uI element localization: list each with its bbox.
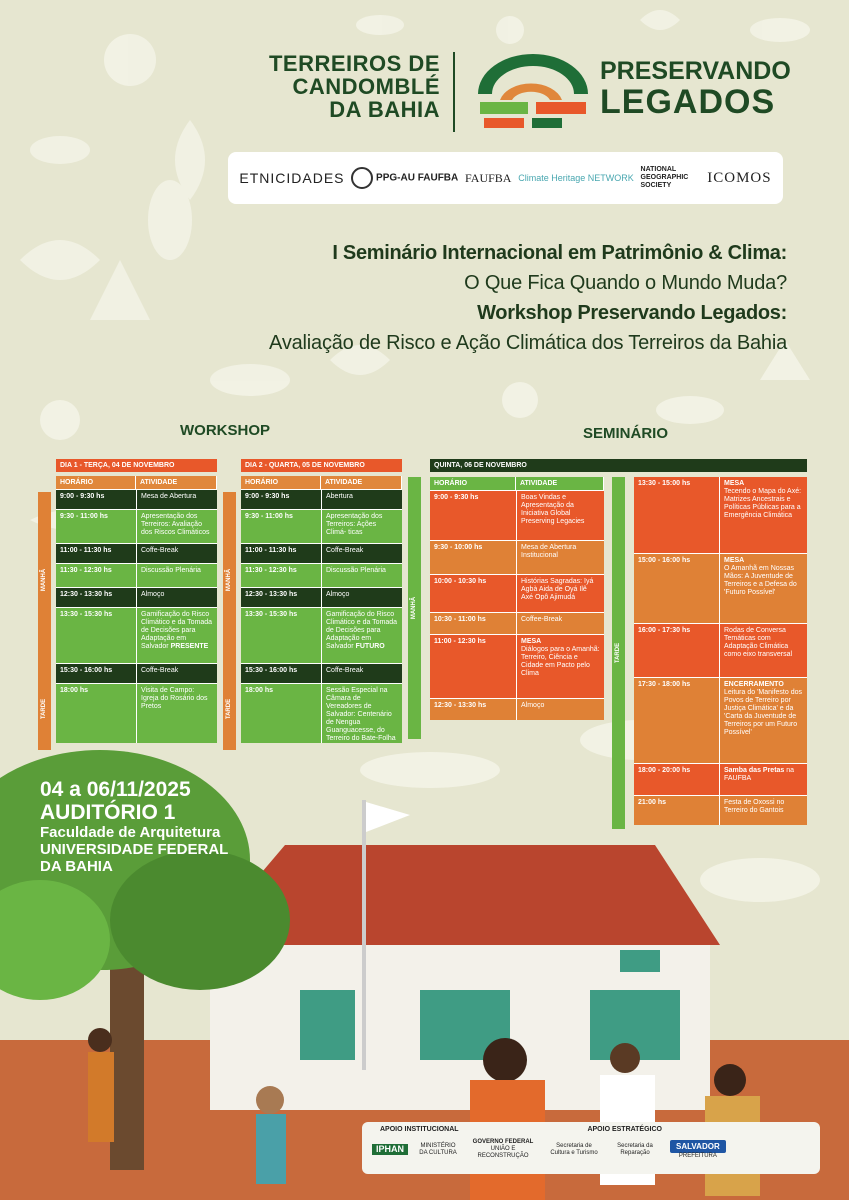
table-row: 13:30 - 15:30 hs Gamificação do Risco Climático e da Tomada de Decisões para Adaptação em Salvador FUTURO: [241, 607, 402, 663]
wordmark-top: PRESERVANDO: [600, 57, 791, 85]
seminario-afternoon-table: [634, 477, 807, 825]
seminario-column-headers: [430, 477, 604, 490]
partner-faufba: FAUFBA: [465, 170, 512, 185]
table-row: 16:00 - 17:30 hs Rodas de Conversa Temáticas com Adaptação Climática como eixo transversal: [634, 623, 807, 677]
table-row: 11:00 - 12:30 hs MESA Diálogos para o Amanhã: Terreiro, Ciência e Cidade em Pacto pelo Clima: [430, 634, 604, 698]
terreiros-title-line2: CANDOMBLÉ: [292, 74, 440, 99]
table-row: 11:00 - 11:30 hs Coffe-Break: [241, 543, 402, 563]
partner-logos-bar: [228, 152, 783, 204]
event-place: Faculdade de Arquitetura: [40, 824, 221, 841]
preservando-legados-logo-icon: [470, 52, 595, 132]
terreiros-title: [230, 52, 440, 121]
table-row: 15:30 - 16:00 hs Coffe-Break: [56, 663, 217, 683]
day1-column-headers: [56, 476, 217, 489]
partner-national-geographic: NATIONAL GEOGRAPHIC SOCIETY: [640, 166, 689, 189]
event-info: [40, 778, 228, 875]
terreiros-title-line1: TERREIROS DE: [268, 51, 440, 76]
seminar-title: I Seminário Internacional em Patrimônio & Clima:: [332, 242, 787, 264]
seminario-day-header: [430, 459, 807, 472]
seminario-day-title: QUINTA, 06 DE NOVEMBRO: [430, 459, 807, 472]
event-university-line2: DA BAHIA: [40, 858, 113, 875]
day1-manha-bar: MANHÃ: [38, 492, 51, 668]
col-horario: HORÁRIO: [241, 476, 321, 489]
apoio-estrategico-label: APOIO ESTRATÉGICO: [587, 1126, 662, 1133]
col-horario: HORÁRIO: [430, 477, 516, 490]
event-university-line1: UNIVERSIDADE FEDERAL: [40, 841, 229, 858]
table-row: 11:30 - 12:30 hs Discussão Plenária: [241, 563, 402, 587]
seminario-tarde-bar: TARDE: [612, 477, 625, 829]
preservando-legados-wordmark: [600, 58, 791, 119]
table-row: 15:00 - 16:00 hs MESA O Amanhã em Nossas Mãos: A Juventude de Terreiros e a Defesa do 'Futuro Possível': [634, 553, 807, 623]
table-row: 12:30 - 13:30 hs Almoço: [430, 698, 604, 720]
table-row: 13:30 - 15:30 hs Gamificação do Risco Climático e da Tomada de Decisões para Adaptação em Salvador PRESENTE: [56, 607, 217, 663]
workshop-day1-table: [56, 459, 217, 743]
col-horario: HORÁRIO: [56, 476, 136, 489]
terreiros-title-line3: DA BAHIA: [329, 97, 440, 122]
table-row: 12:30 - 13:30 hs Almoço: [241, 587, 402, 607]
col-atividade: ATIVIDADE: [516, 477, 604, 490]
table-row: 18:00 hs Visita de Campo: Igreja do Rosário dos Pretos: [56, 683, 217, 743]
governo-federal: GOVERNO FEDERAL UNIÃO E RECONSTRUÇÃO: [472, 1139, 534, 1159]
table-row: 11:30 - 12:30 hs Discussão Plenária: [56, 563, 217, 587]
secretaria-cultura: Secretaria de Cultura e Turismo: [550, 1142, 598, 1156]
seminar-subtitle: O Que Fica Quando o Mundo Muda?: [464, 272, 787, 294]
partner-icomos: ICOMOS: [707, 169, 772, 186]
partner-ppg-au: PPG-AU FAUFBA: [351, 167, 458, 189]
partner-climate-heritage: Climate Heritage NETWORK: [518, 172, 634, 183]
workshop-label: WORKSHOP: [180, 422, 270, 439]
table-row: 13:30 - 15:00 hs MESA Tecendo o Mapa do Axé: Matrizes Ancestrais e Políticas Públicas para a Emergência Climática: [634, 477, 807, 553]
day2-manha-bar: MANHÃ: [223, 492, 236, 668]
seminario-morning-table: [430, 477, 604, 720]
iphan-logo: IPHAN: [372, 1144, 408, 1155]
day2-tarde-bar: TARDE: [223, 668, 236, 750]
table-row: 9:30 - 10:00 hs Mesa de Abertura Institucional: [430, 540, 604, 574]
table-row: 21:00 hs Festa de Oxossi no Terreiro do Gantois: [634, 795, 807, 825]
workshop-subtitle: Avaliação de Risco e Ação Climática dos Terreiros da Bahia: [269, 332, 787, 354]
table-row: 9:00 - 9:30 hs Mesa de Abertura: [56, 489, 217, 509]
support-bar: [362, 1122, 820, 1174]
table-row: 11:00 - 11:30 hs Coffe-Break: [56, 543, 217, 563]
table-row: 18:00 - 20:00 hs Samba das Pretas na FAUFBA: [634, 763, 807, 795]
event-titles: [67, 238, 787, 358]
day2-title: DIA 2 - QUARTA, 05 DE NOVEMBRO: [241, 459, 402, 472]
table-row: 12:30 - 13:30 hs Almoço: [56, 587, 217, 607]
col-atividade: ATIVIDADE: [136, 476, 217, 489]
col-atividade: ATIVIDADE: [321, 476, 402, 489]
workshop-title: Workshop Preservando Legados:: [477, 302, 787, 324]
day1-title: DIA 1 - TERÇA, 04 DE NOVEMBRO: [56, 459, 217, 472]
wordmark-bottom: LEGADOS: [600, 83, 776, 121]
day2-column-headers: [241, 476, 402, 489]
table-row: 17:30 - 18:00 hs ENCERRAMENTO Leitura do 'Manifesto dos Povos de Terreiro por Justiça Climática' e da 'Carta da Juventude de Terreiros por um Futuro Possível': [634, 677, 807, 763]
salvador-logo: SALVADOR PREFEITURA: [670, 1140, 726, 1160]
table-row: 15:30 - 16:00 hs Coffe-Break: [241, 663, 402, 683]
table-row: 10:00 - 10:30 hs Histórias Sagradas: Iyá Agbà Aida de Oyá Ilê Axé Opô Ajimudá: [430, 574, 604, 612]
day1-tarde-bar: TARDE: [38, 668, 51, 750]
event-dates: 04 a 06/11/2025: [40, 778, 191, 801]
apoio-institucional-label: APOIO INSTITUCIONAL: [380, 1126, 459, 1133]
table-row: 9:00 - 9:30 hs Boas Vindas e Apresentação da Iniciativa Global Preserving Legacies: [430, 490, 604, 540]
header-divider: [453, 52, 455, 132]
seminario-label: SEMINÁRIO: [583, 425, 669, 442]
table-row: 9:00 - 9:30 hs Abertura: [241, 489, 402, 509]
ministerio-cultura: MINISTÉRIO DA CULTURA: [419, 1142, 457, 1156]
workshop-day2-table: [241, 459, 402, 743]
table-row: 9:30 - 11:00 hs Apresentação dos Terreiros: Avaliação dos Riscos Climáticos: [56, 509, 217, 543]
table-row: 18:00 hs Sessão Especial na Câmara de Vereadores de Salvador: Centenário de Nengua Guanguacesse, do Terreiro do Bate-Folha: [241, 683, 402, 743]
event-venue: AUDITÓRIO 1: [40, 801, 176, 824]
partner-etnicidades: ETNICIDADES: [239, 169, 345, 186]
secretaria-reparacao: Secretaria da Reparação: [617, 1142, 653, 1156]
ppg-au-seal-icon: [351, 167, 373, 189]
seminario-manha-bar: MANHÃ: [408, 477, 421, 739]
table-row: 10:30 - 11:00 hs Coffee-Break: [430, 612, 604, 634]
table-row: 9:30 - 11:00 hs Apresentação dos Terreiros: Ações Climá- ticas: [241, 509, 402, 543]
